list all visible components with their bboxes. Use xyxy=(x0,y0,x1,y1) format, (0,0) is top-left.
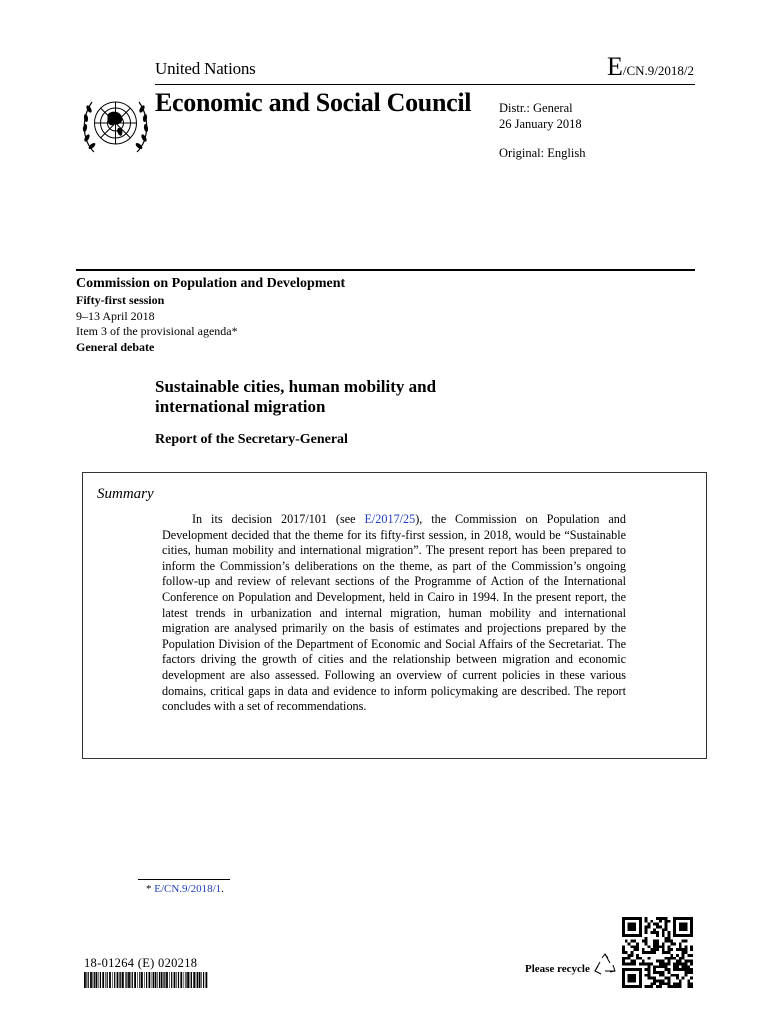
summary-heading: Summary xyxy=(97,486,154,502)
original-language: Original: English xyxy=(499,146,586,160)
footnote-end: . xyxy=(221,883,224,895)
recycle-icon xyxy=(593,953,617,979)
symbol-letter: E xyxy=(606,52,623,81)
summary-text-rest: ), the Commission on Population and Development decided that the theme for its fifty-first session, in 2018, would be “Sustainable cities, human mobility and international migration”. The present report has been prepared to inform the Commission’s deliberations on the theme, as part of the Commission’s ongoing follow-up and review of relevant sections of the Programme of Action of the International Conference on Population and Development, held in Cairo in 1994. In the present report, the latest trends in urbanization and internal migration, human mobility and international migration are analysed primarily on the basis of estimates and projections prepared by the Population Division of the Department of Economic and Social Affairs of the Secretariat. The factors driving the growth of cities and the relationship between migration and economic development are also assessed. Following an overview of current policies in these various domains, critical gaps in data and evidence to inform policymaking are described. The report concludes with a set of recommendations. xyxy=(162,512,626,714)
footnote-link[interactable]: E/CN.9/2018/1 xyxy=(154,883,222,895)
report-subtitle: Report of the Secretary-General xyxy=(155,432,348,447)
document-date: 26 January 2018 xyxy=(499,117,582,131)
agenda-topic: General debate xyxy=(76,339,155,354)
distribution-label: Distr.: General xyxy=(499,101,573,115)
barcode-icon xyxy=(84,972,210,988)
agenda-item: Item 3 of the provisional agenda* xyxy=(76,324,238,339)
commission-name: Commission on Population and Development xyxy=(76,276,346,291)
qr-code-icon xyxy=(622,917,693,988)
session-name: Fifty-first session xyxy=(76,293,165,307)
summary-paragraph xyxy=(162,512,626,715)
report-title xyxy=(155,377,515,417)
footnote xyxy=(146,883,224,895)
distribution-block xyxy=(499,100,585,161)
symbol-rest: /CN.9/2018/2 xyxy=(622,63,694,78)
document-number: 18-01264 (E) 020218 xyxy=(84,956,198,970)
session-block xyxy=(76,293,238,355)
report-title-line-2: international migration xyxy=(155,397,326,416)
report-title-line-1: Sustainable cities, human mobility and xyxy=(155,377,437,396)
section-rule xyxy=(76,269,695,271)
session-dates: 9–13 April 2018 xyxy=(76,308,155,323)
council-title: Economic and Social Council xyxy=(155,88,472,117)
recycle-label: Please recycle xyxy=(525,963,590,975)
summary-reference-link[interactable]: E/2017/25 xyxy=(364,512,416,526)
footnote-rule xyxy=(138,879,230,880)
header-rule xyxy=(155,84,695,85)
organization-name: United Nations xyxy=(155,59,256,78)
document-symbol xyxy=(607,52,694,82)
footnote-marker: * xyxy=(146,883,155,895)
summary-text-start: In its decision 2017/101 (see xyxy=(192,512,365,526)
un-emblem-icon xyxy=(78,90,153,158)
